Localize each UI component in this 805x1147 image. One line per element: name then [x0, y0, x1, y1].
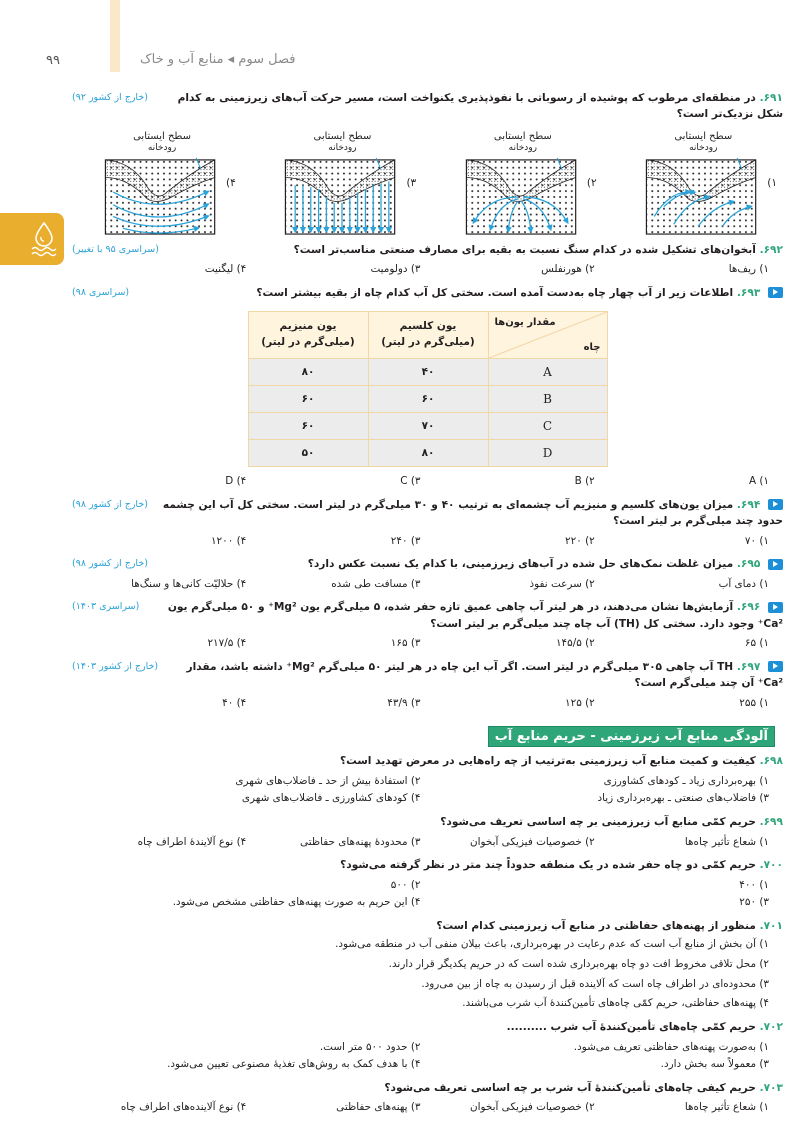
calcium-cell: ۸۰: [368, 440, 488, 467]
figure-art: [102, 131, 222, 236]
option-2[interactable]: ۲) ۱۴۵/۵: [555, 637, 595, 650]
magnesium-unit: (میلی‌گرم در لیتر): [261, 336, 355, 349]
calcium-cell: ۶۰: [368, 386, 488, 413]
ions-label: مقدار یون‌ها: [494, 317, 556, 329]
question-text: منظور از پهنه‌های حفاظتی در منابع آب زیرزمینی کدام است؟: [436, 920, 756, 932]
option-4[interactable]: ۴) نوع آلایندهٔ اطراف چاه: [137, 835, 247, 848]
question-number: ۶۹۷.: [736, 660, 761, 673]
magnesium-cell: ۶۰: [248, 386, 368, 413]
river-label: رودخانه: [147, 143, 177, 154]
answer-options: [72, 773, 769, 808]
video-play-icon[interactable]: [768, 559, 783, 570]
question-text: اطلاعات زیر از آب چهار چاه به‌دست آمده است. سختی کل آب کدام چاه از بقیه بیشتر است؟: [256, 286, 734, 299]
question-693: [72, 285, 783, 301]
option-3[interactable]: ۳) C: [400, 475, 421, 488]
figure-labels: [102, 131, 222, 155]
question-text: حریم کمّی چاه‌های تأمین‌کنندهٔ آب شرب ..........: [506, 1021, 756, 1034]
answer-options: [72, 576, 769, 594]
river-label: رودخانه: [328, 143, 357, 154]
question-694-body: [158, 497, 783, 530]
water-table-label: سطح ایستابی: [674, 130, 733, 142]
option-1[interactable]: ۱) شعاع تأثیر چاه‌ها: [684, 835, 769, 848]
table-row: [248, 413, 607, 440]
groundwater-diagram-1: [643, 156, 763, 236]
question-source: (سراسری ۹۸): [72, 286, 130, 298]
question-699-body: [72, 814, 783, 830]
question-number: ۷۰۱.: [759, 920, 783, 932]
page-number: ۹۹: [46, 53, 60, 68]
question-701: [72, 918, 783, 934]
river-label: رودخانه: [508, 143, 538, 154]
question-text: کیفیت و کمیت منابع آب زیرزمینی به‌ترتیب از چه راه‌هایی در معرض تهدید است؟: [340, 755, 756, 768]
question-number: ۶۹۲.: [759, 243, 783, 256]
question-number: ۶۹۴.: [736, 498, 761, 511]
option-4[interactable]: ۴) ۴۰: [222, 696, 247, 709]
question-text-line2: چاه چند میلی‌گرم بر لیتر است؟: [430, 617, 593, 630]
option-4[interactable]: ۴) نوع آلاینده‌های اطراف چاه: [120, 1101, 247, 1114]
well-cell: A: [488, 359, 607, 386]
well-label: چاه: [583, 342, 601, 354]
question-691: [72, 90, 783, 123]
figure-option-3[interactable]: [282, 131, 416, 236]
option-3[interactable]: ۳) ۴۳/۹: [387, 696, 421, 709]
figure-option-4[interactable]: [102, 131, 236, 236]
figure-labels: [643, 131, 763, 155]
page-content: [72, 90, 783, 1117]
option-2[interactable]: ۲) حدود ۵۰۰ متر است.: [319, 1040, 421, 1053]
figure-number: ۳): [406, 177, 417, 190]
question-text: حریم کیفی چاه‌های تأمین‌کنندهٔ آب شرب بر چه اساسی تعریف می‌شود؟: [384, 1081, 756, 1094]
groundwater-diagram-2: [463, 156, 583, 236]
figure-option-2[interactable]: [463, 131, 597, 236]
water-drop-waves-icon: [30, 221, 58, 259]
magnesium-header: [248, 312, 368, 359]
well-cell: D: [488, 440, 607, 467]
question-number: ۶۹۶.: [736, 601, 761, 614]
option-1[interactable]: ۱) به‌صورت پهنه‌های حفاظتی تعریف می‌شود.: [573, 1040, 769, 1053]
question-text: حریم کمّی منابع آب زیرزمینی بر چه اساسی تعریف می‌شود؟: [440, 816, 756, 829]
answer-options: [72, 834, 769, 852]
answer-options: [72, 261, 769, 279]
magnesium-title: یون منیزیم: [279, 320, 337, 333]
question-702-body: [72, 1019, 783, 1035]
question-text: میزان غلظت نمک‌های حل شده در آب‌های زیرزمینی، با کدام یک نسبت عکس دارد؟: [307, 558, 734, 571]
option-4[interactable]: ۴) کودهای کشاورزی ـ فاضلاب‌های شهری: [241, 792, 421, 805]
video-play-icon[interactable]: [768, 499, 783, 510]
option-3[interactable]: ۳) دولومیت: [370, 262, 421, 275]
table-row: [248, 386, 607, 413]
option-1[interactable]: ۱) شعاع تأثیر چاه‌ها: [684, 1101, 769, 1114]
magnesium-cell: ۶۰: [248, 413, 368, 440]
option-3[interactable]: ۳) معمولاً سه بخش دارد.: [660, 1058, 769, 1071]
question-number: ۶۹۵.: [736, 558, 761, 571]
water-table-label: سطح ایستابی: [133, 130, 191, 142]
corner-header: [488, 312, 607, 359]
option-2[interactable]: ۲) محل تلاقی مخروط افت دو چاه بهره‌برداری شده است که در حریم یکدیگر قرار دارند.: [388, 958, 769, 971]
well-cell: C: [488, 413, 607, 440]
figure-art: [463, 131, 583, 236]
groundwater-diagram-4: [102, 156, 222, 236]
question-697-body: [168, 659, 783, 692]
calcium-unit: (میلی‌گرم در لیتر): [381, 336, 475, 349]
option-1[interactable]: ۱) دمای آب: [718, 577, 769, 590]
corner-cell: [489, 312, 607, 358]
page-header: [24, 0, 783, 84]
question-698: [72, 753, 783, 769]
calcium-title: یون کلسیم: [399, 320, 457, 333]
question-695: [72, 556, 783, 572]
figure-art: [282, 131, 402, 236]
question-696: [72, 599, 783, 632]
option-1[interactable]: ۱) ۶۵: [744, 637, 769, 650]
figure-number: ۴): [226, 177, 236, 190]
water-table-label: سطح ایستابی: [493, 130, 552, 142]
chapter-tab: [0, 213, 64, 265]
question-692: [72, 242, 783, 258]
option-4[interactable]: ۴) پهنه‌های حفاظتی، حریم کمّی چاه‌های تأمین‌کنندهٔ آب شرب می‌باشند.: [462, 997, 769, 1010]
question-701-body: [72, 918, 783, 934]
question-text: TH آب چاهی ۳۰۵ میلی‌گرم در لیتر است. اگر آب این چاه در هر لیتر ۵۰ میلی‌گرم Mg²⁺ داشته باشد، مقدار Ca²⁺ آن چند میلی‌گرم است؟: [186, 660, 783, 690]
figure-art: [643, 131, 763, 236]
answer-options: [72, 1099, 769, 1117]
option-1[interactable]: ۱) ۴۰۰: [739, 878, 769, 891]
option-2[interactable]: ۲) ۱۲۵: [565, 696, 595, 709]
option-4[interactable]: ۴) این حریم به صورت پهنه‌های حفاظتی مشخص می‌شود.: [172, 896, 421, 909]
option-4[interactable]: ۴) حلالیّت کانی‌ها و سنگ‌ها: [131, 577, 247, 590]
option-2[interactable]: ۲) ۲۲۰: [565, 534, 595, 547]
groundwater-diagram-3: [282, 156, 402, 236]
option-2[interactable]: ۲) B: [574, 475, 595, 488]
option-3[interactable]: ۳) ۲۴۰: [390, 534, 421, 547]
calcium-cell: ۷۰: [368, 413, 488, 440]
option-1[interactable]: ۱) ریف‌ها: [728, 262, 769, 275]
question-697: [72, 659, 783, 692]
question-703: [72, 1080, 783, 1096]
question-source: (خارج از کشور ۹۸): [72, 498, 148, 510]
question-number: ۷۰۰.: [759, 859, 783, 872]
answer-options: [72, 695, 769, 713]
video-play-icon[interactable]: [768, 287, 783, 298]
ion-table: [248, 311, 608, 467]
question-text-line1: آزمایش‌ها نشان می‌دهند، در هر لیتر آب چاهی عمیق تازه حفر شده، ۵ میلی‌گرم یون Mg²⁺ و ۵۰ میلی‌گرم یون Ca²⁺ وجود دارد. سختی کل (TH) آب: [167, 601, 783, 630]
option-4[interactable]: ۴) ۱۲۰۰: [210, 534, 247, 547]
well-cell: B: [488, 386, 607, 413]
option-2[interactable]: ۲) ۵۰۰: [390, 878, 421, 891]
question-693-body: [139, 285, 783, 301]
question-number: ۶۹۸.: [759, 755, 783, 768]
option-2[interactable]: ۲) خصوصیات فیزیکی آبخوان: [469, 1101, 595, 1114]
option-4[interactable]: ۴) لیگنیت: [204, 262, 247, 275]
question-700-body: [72, 857, 783, 873]
figure-option-1[interactable]: [643, 131, 777, 236]
river-label: رودخانه: [689, 143, 718, 154]
option-4[interactable]: ۴) D: [225, 475, 247, 488]
option-1[interactable]: ۱) ۷۰: [744, 534, 769, 547]
question-source: (سراسری ۱۴۰۳): [72, 601, 140, 613]
question-696-body: [149, 599, 783, 632]
option-3[interactable]: ۳) ۲۵۰: [739, 896, 769, 909]
option-3[interactable]: ۳) فاضلاب‌های صنعتی ـ بهره‌برداری زیاد: [597, 792, 769, 805]
question-text: میزان یون‌های کلسیم و منیزیم آب چشمه‌ای به ترتیب ۴۰ و ۳۰ میلی‌گرم در لیتر است. سختی کل آب این چشمه حدود چند میلی‌گرم بر لیتر است؟: [162, 498, 783, 528]
question-number: ۷۰۳.: [759, 1081, 783, 1094]
figure-labels: [282, 131, 402, 155]
question-702: [72, 1019, 783, 1035]
water-table-label: سطح ایستابی: [313, 130, 372, 142]
question-699: [72, 814, 783, 830]
question-692-body: [169, 242, 783, 258]
question-text: در منطقه‌ای مرطوب که پوشیده از رسوباتی با نفوذپذیری یکنواخت است، مسیر حرکت آب‌های زیرزمینی به کدام شکل نزدیک‌تر است؟: [177, 92, 783, 121]
video-play-icon[interactable]: [768, 602, 783, 613]
question-number: ۶۹۱.: [759, 92, 783, 104]
option-3[interactable]: ۳) محدوده‌ای در اطراف چاه است که آلاینده قبل از رسیدن به چاه از بین می‌رود.: [421, 977, 769, 990]
answer-options: [72, 1039, 769, 1074]
video-play-icon[interactable]: [768, 661, 783, 672]
option-4[interactable]: ۴) ۲۱۷/۵: [207, 637, 247, 650]
question-text: آبخوان‌های تشکیل شده در کدام سنگ نسبت به بقیه برای مصارف صنعتی مناسب‌تر است؟: [293, 243, 756, 256]
option-1[interactable]: ۱) ۲۵۵: [739, 696, 769, 709]
option-1[interactable]: ۱) A: [748, 475, 769, 488]
answer-options: [72, 877, 769, 912]
option-1[interactable]: ۱) آن بخش از منابع آب است که عدم رعایت در بهره‌برداری، باعث بیلان منفی آب در منطقه می‌شود.: [335, 938, 769, 951]
table-row: [248, 440, 607, 467]
question-number: ۶۹۹.: [759, 816, 783, 829]
answer-options: [72, 473, 769, 491]
question-694: [72, 497, 783, 530]
magnesium-cell: ۵۰: [248, 440, 368, 467]
question-source: (خارج از کشور ۱۴۰۳): [72, 660, 159, 672]
section-title: آلودگی منابع آب زیرزمینی - حریم منابع آب: [488, 726, 775, 747]
question-700: [72, 857, 783, 873]
chapter-title: فصل سوم ◂ منابع آب و خاک: [140, 52, 296, 67]
option-3[interactable]: ۳) مسافت طی شده: [331, 577, 421, 590]
question-698-body: [72, 753, 783, 769]
section-header: [72, 726, 775, 747]
calcium-header: [368, 312, 488, 359]
option-4[interactable]: ۴) با هدف کمک به روش‌های تغذیهٔ مصنوعی تعیین می‌شود.: [167, 1058, 421, 1071]
option-3[interactable]: ۳) ۱۶۵: [390, 637, 421, 650]
question-source: (خارج از کشور ۹۲): [72, 92, 148, 103]
table-row: [248, 359, 607, 386]
calcium-cell: ۴۰: [368, 359, 488, 386]
question-text: حریم کمّی دو چاه حفر شده در یک منطقه حدوداً چند متر در نظر گرفته می‌شود؟: [340, 859, 756, 872]
header-stripe: [110, 0, 120, 72]
option-2[interactable]: ۲) استفادهٔ بیش از حد ـ فاضلاب‌های شهری: [235, 774, 421, 787]
option-2[interactable]: ۲) هورنفلس: [541, 262, 595, 275]
option-3[interactable]: ۳) پهنه‌های حفاظتی: [336, 1101, 421, 1114]
magnesium-cell: ۸۰: [248, 359, 368, 386]
figure-number: ۱): [767, 177, 777, 190]
answer-options: [72, 533, 769, 551]
question-number: ۷۰۲.: [759, 1021, 783, 1034]
question-source: (خارج از کشور ۹۸): [72, 558, 148, 570]
groundwater-figures: [102, 131, 777, 236]
question-695-body: [158, 556, 783, 572]
question-703-body: [72, 1080, 783, 1096]
option-2[interactable]: ۲) سرعت نفوذ: [529, 577, 595, 590]
answer-options: [72, 635, 769, 653]
question-source: (سراسری ۹۵ با تغییر): [72, 243, 159, 255]
question-number: ۶۹۳.: [736, 286, 761, 299]
option-2[interactable]: ۲) خصوصیات فیزیکی آبخوان: [469, 835, 595, 848]
figure-labels: [463, 131, 583, 155]
question-691-body: [158, 90, 783, 123]
option-1[interactable]: ۱) بهره‌برداری زیاد ـ کودهای کشاورزی: [603, 774, 769, 787]
option-3[interactable]: ۳) محدودهٔ پهنه‌های حفاظتی: [300, 835, 421, 848]
figure-number: ۲): [586, 177, 597, 190]
